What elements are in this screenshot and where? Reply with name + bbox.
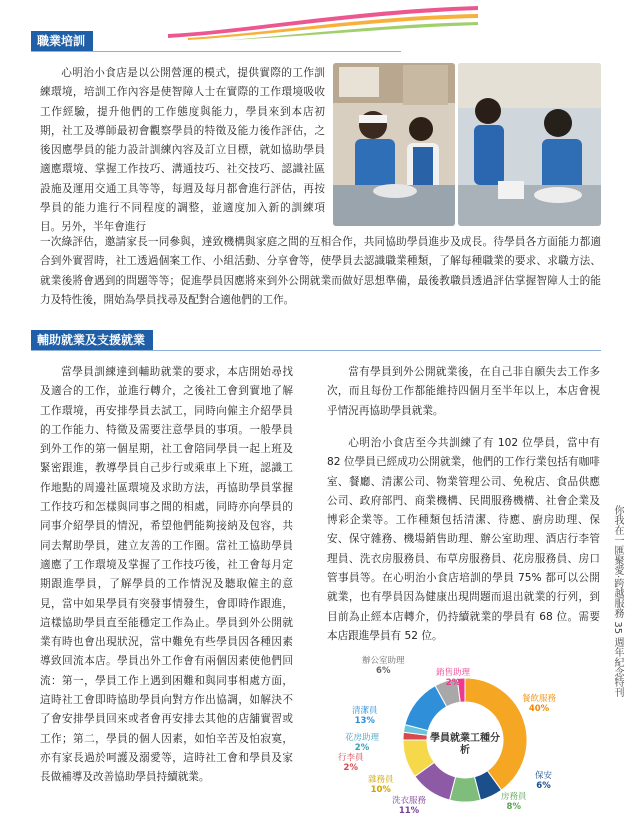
pie-label-0 — [522, 694, 556, 714]
pie-label-name-1: 保安 — [535, 771, 553, 781]
photo-trainee-cooking — [333, 63, 455, 226]
pie-label-name-2: 房務員 — [501, 792, 527, 802]
pie-label-6 — [345, 733, 379, 753]
pie-label-9 — [436, 668, 470, 688]
pie-label-value-7: 13% — [354, 716, 375, 726]
decorative-swoosh — [168, 0, 478, 40]
pie-label-2 — [501, 792, 527, 812]
photo-trainees-kitchen — [458, 63, 601, 226]
pie-label-1 — [535, 771, 552, 791]
employment-left-column: 當學員訓練達到輔助就業的要求，本店開始尋找及適合的工作，並進行轉介，之後社工會到實地了解工作環境，再安排學員去試工，同時向僱主介紹學員的工作能力、特徵及需要注意學員的事項。一般學員到外工作的第一個星期，社工會陪同學員一起上班及緊密跟進，教導學員自己步行或乘車上下班，認識工作地點的周邊社區環境及求助方法，再協助學員掌握工作技巧和怎樣與同事之間的相處，同時亦向學員的同事介紹學員的情況，希望他們能夠接納及包容，共同去幫助學員，建立友善的工作圈。當社工協助學員適應了工作環境及掌握了工作技巧後，社工會每月定期跟進學員，了解學員的工作情況及聽取僱主的意見，當中如果學員有突發事情發生，會即時作跟進，這樣協助學員直至能穩定工作為止。學員到外公開就業有時也會出現狀況，當中難免有些學員因各種因素導致回流本店。學員出外工作會有兩個因素使他們回流：第一，學員工作上遇到困難和與同事相處方面，這時社工會即時協助學員向對方作出協調，如解決不了會安排學員回來或者會再安排去其他的店舖實習或工作；第二，學員的個人因素，如怕辛苦及怕寂寞，亦有家長過於呵護及溺愛等，這時社工會和學員及家長做補導及改善協助學員持續就業。 — [40, 366, 293, 784]
pie-label-3 — [392, 796, 426, 816]
pie-label-value-4: 10% — [370, 785, 391, 795]
section-header-supported-employment: 輔助就業及支援就業 — [31, 330, 153, 350]
section-header-vocational-training: 職業培訓 — [31, 31, 93, 51]
pie-label-name-0: 餐飲服務 — [522, 694, 557, 704]
pie-label-value-3: 11% — [398, 806, 420, 816]
pie-label-value-6: 2% — [354, 743, 370, 753]
pie-label-value-1: 6% — [536, 781, 551, 791]
sidebar-publication-title: 你我在一匯聚愛‧跨越服務 35 週年紀念特刊 — [612, 505, 623, 698]
training-paragraph-1: 心明治小食店是以公開營運的模式，提供實際的工作訓練環境，培訓工作內容是使智障人士在實際的工作環境吸收工作經驗，提升他們的工作態度與能力，學員來到本店初期，社工及導師最初會觀察學員的特徵及能力後作評估，之後因應學員的能力設計訓練內容及訂立目標，就如協助學員適應環境、掌握工作技巧、溝通技巧、社交技巧、認識社區設施及運用交通工具等等，每週及每月都會進行評估，再按學員的能力進行不同程度的調整，並適度加入新的訓練項目。另外，半年會進行 — [40, 67, 325, 234]
pie-label-name-9: 銷售助理 — [436, 668, 471, 678]
pie-label-value-2: 8% — [506, 802, 521, 812]
pie-label-name-5: 行李員 — [338, 753, 364, 763]
pie-label-name-4: 雜務員 — [368, 775, 394, 785]
pie-label-4 — [368, 775, 394, 795]
pie-label-value-5: 2% — [343, 763, 358, 773]
pie-label-name-6: 花房助理 — [345, 733, 380, 743]
pie-label-name-8: 辦公室助理 — [362, 656, 405, 666]
training-paragraph-2: 一次綠評估，邀請家長一同參與，達致機構與家庭之間的互相合作，共同協助學員進步及成長。待學員各方面能力都適合到外實習時，社工透過個案工作、小組活動、分享會等，使學員去認識職業種類，了解每種職業的要求、求職方法、就業後將會遇到的問題等等；促進學員因應將來到外公開就業而做好思想準備，最後教職員透過評估掌握智障人士的能力及特性後，開始為學員找尋及配對合適他們的工作。 — [40, 236, 601, 306]
pie-label-value-9: 2% — [445, 678, 461, 688]
employment-right-paragraph-2: 心明治小食店至今共訓練了有 102 位學員，當中有 82 位學員已經成功公開就業，他們的工作行業包括有咖啡室、餐廳、清潔公司、物業管理公司、免稅店、食品供應公司、政府部門、商業機構、民間服務機構、社會企業及博彩企業等。工作種類包括清潔、待應、廚房助理、保安、保守雜務、機場銷售助理、辦公室助理、酒店行李管理員、洗衣房服務員、布草房服務員、花房服務員、房口管事員等。在心明治小食店培訓的學員 75% 都可以公開就業，也有學員因為健康出現問題而退出就業的行列，到目前為止經本店轉介，仍持續就業的學員有 68 位。需要本店跟進學員有 52 位。 — [327, 437, 600, 642]
header-rule — [31, 51, 401, 52]
pie-label-name-3: 洗衣服務 — [392, 796, 427, 806]
employment-right-paragraph-1: 當有學員到外公開就業後，在自己非自願失去工作多次，而且每份工作都能維持四個月至半年以上，本店會視乎情況再協助學員就業。 — [327, 366, 600, 417]
pie-label-5 — [338, 753, 364, 773]
pie-label-7 — [352, 706, 378, 726]
pie-label-value-8: 6% — [376, 666, 391, 676]
pie-label-value-0: 40% — [528, 704, 550, 714]
pie-chart-title: 學員就業工種分析 — [430, 733, 500, 756]
pie-label-8 — [362, 656, 405, 676]
header-rule-2 — [31, 350, 601, 351]
pie-label-name-7: 清潔員 — [352, 706, 378, 716]
